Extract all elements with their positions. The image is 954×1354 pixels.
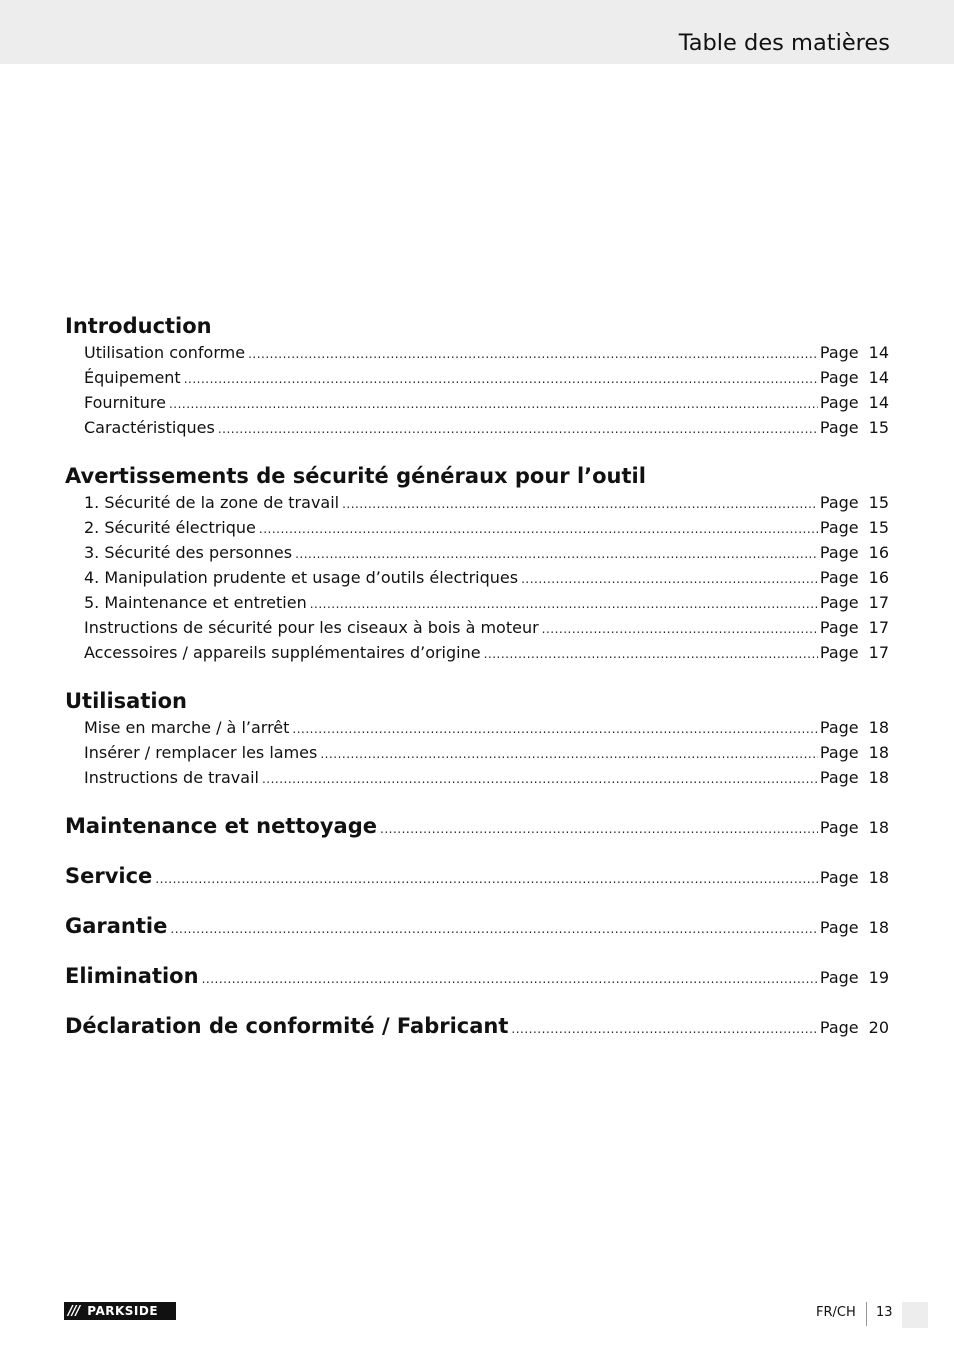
dot-leader (170, 922, 818, 936)
toc-entry-label: 2. Sécurité électrique (84, 518, 256, 537)
toc-main-entry-page: 20 (868, 1018, 889, 1037)
toc-entry[interactable] (65, 743, 889, 762)
toc-entry-label: 4. Manipulation prudente et usage d’outils électriques (84, 568, 519, 587)
toc-entry-page: 15 (868, 418, 889, 437)
toc-entry-page: 14 (868, 393, 889, 412)
toc-main-entry-label: Service (65, 864, 153, 888)
dot-leader (155, 872, 818, 886)
toc-main-entry-page: 18 (868, 818, 889, 837)
toc-entry[interactable] (65, 718, 889, 737)
toc-main-entry-elimination[interactable] (65, 964, 889, 988)
toc-entry[interactable] (65, 543, 889, 562)
dot-leader (380, 822, 818, 836)
toc-entry-label: 3. Sécurité des personnes (84, 543, 293, 562)
toc-main-entry-page: 19 (868, 968, 889, 987)
dot-leader (484, 647, 818, 661)
toc-entry-page: 18 (868, 718, 889, 737)
toc-main-entry-label: Maintenance et nettoyage (65, 814, 377, 838)
toc-main-entry-declaration[interactable] (65, 1014, 889, 1038)
page-word: Page (819, 543, 859, 562)
toc-main-entry-label: Garantie (65, 914, 168, 938)
toc-entry[interactable] (65, 768, 889, 787)
toc-main-entry-garantie[interactable] (65, 914, 889, 938)
toc-entry[interactable] (65, 493, 889, 512)
page-word: Page (819, 818, 859, 837)
toc-entry-page: 17 (868, 643, 889, 662)
toc-entry[interactable] (65, 368, 889, 387)
toc-entry-label: Accessoires / appareils supplémentaires d’origine (84, 643, 481, 662)
footer-region: FR/CH (816, 1305, 856, 1320)
footer-box (902, 1302, 928, 1328)
toc-entry-label: Insérer / remplacer les lames (84, 743, 318, 762)
parkside-logo (64, 1302, 176, 1320)
dot-leader (248, 347, 818, 361)
toc-entry[interactable] (65, 518, 889, 537)
dot-leader (292, 722, 817, 736)
dot-leader (262, 772, 818, 786)
dot-leader (218, 422, 818, 436)
toc-entry[interactable] (65, 418, 889, 437)
toc-main-entry-page: 18 (868, 918, 889, 937)
toc-entry-page: 17 (868, 618, 889, 637)
toc-entry-label: Instructions de travail (84, 768, 259, 787)
dot-leader (342, 497, 818, 511)
dot-leader (295, 547, 818, 561)
toc-entry[interactable] (65, 593, 889, 612)
page-word: Page (819, 743, 859, 762)
logo-brand: PARKSIDE (87, 1304, 159, 1318)
page-word: Page (819, 643, 859, 662)
dot-leader (521, 572, 818, 586)
dot-leader (202, 972, 818, 986)
dot-leader (542, 622, 818, 636)
toc-entry-page: 15 (868, 518, 889, 537)
page-word: Page (819, 493, 859, 512)
dot-leader (169, 397, 818, 411)
section-heading-utilisation: Utilisation (65, 689, 187, 713)
dot-leader (259, 522, 818, 536)
page-word: Page (819, 768, 859, 787)
toc-entry-label: Fourniture (84, 393, 166, 412)
page-word: Page (819, 1018, 859, 1037)
footer-page-number: 13 (876, 1305, 893, 1320)
dot-leader (511, 1022, 817, 1036)
toc-entry[interactable] (65, 618, 889, 637)
dot-leader (184, 372, 818, 386)
toc-main-entry-maintenance[interactable] (65, 814, 889, 838)
toc-entry-page: 16 (868, 568, 889, 587)
toc-entry-label: Équipement (84, 368, 181, 387)
toc-entry-page: 15 (868, 493, 889, 512)
toc-main-entry-service[interactable] (65, 864, 889, 888)
page-title: Table des matières (678, 30, 890, 56)
page-word: Page (819, 368, 859, 387)
dot-leader (310, 597, 818, 611)
page-word: Page (819, 418, 859, 437)
toc-entry-label: Utilisation conforme (84, 343, 246, 362)
toc-main-entry-label: Déclaration de conformité / Fabricant (65, 1014, 509, 1038)
page-word: Page (819, 343, 859, 362)
toc-entry[interactable] (65, 343, 889, 362)
toc-entry-page: 18 (868, 768, 889, 787)
dot-leader (320, 747, 818, 761)
toc-entry[interactable] (65, 643, 889, 662)
page-word: Page (819, 718, 859, 737)
toc-entry-page: 14 (868, 368, 889, 387)
toc-entry-page: 17 (868, 593, 889, 612)
toc-entry[interactable] (65, 568, 889, 587)
section-heading-introduction: Introduction (65, 314, 212, 338)
page-word: Page (819, 593, 859, 612)
logo-slashes: /// (68, 1303, 80, 1319)
toc-entry-label: Mise en marche / à l’arrêt (84, 718, 290, 737)
toc-entry-page: 14 (868, 343, 889, 362)
page-word: Page (819, 968, 859, 987)
toc-main-entry-label: Elimination (65, 964, 199, 988)
toc-entry-label: Instructions de sécurité pour les ciseaux à bois à moteur (84, 618, 539, 637)
toc-entry-label: 1. Sécurité de la zone de travail (84, 493, 340, 512)
toc-entry-page: 18 (868, 743, 889, 762)
page-word: Page (819, 518, 859, 537)
toc-entry-label: Caractéristiques (84, 418, 215, 437)
section-heading-safety-warnings: Avertissements de sécurité généraux pour l’outil (65, 464, 646, 488)
page-word: Page (819, 868, 859, 887)
page-word: Page (819, 918, 859, 937)
page-word: Page (819, 568, 859, 587)
page-word: Page (819, 618, 859, 637)
page-word: Page (819, 393, 859, 412)
footer-divider (866, 1302, 867, 1326)
toc-main-entry-page: 18 (868, 868, 889, 887)
toc-entry-page: 16 (868, 543, 889, 562)
toc-entry-label: 5. Maintenance et entretien (84, 593, 307, 612)
toc-entry[interactable] (65, 393, 889, 412)
